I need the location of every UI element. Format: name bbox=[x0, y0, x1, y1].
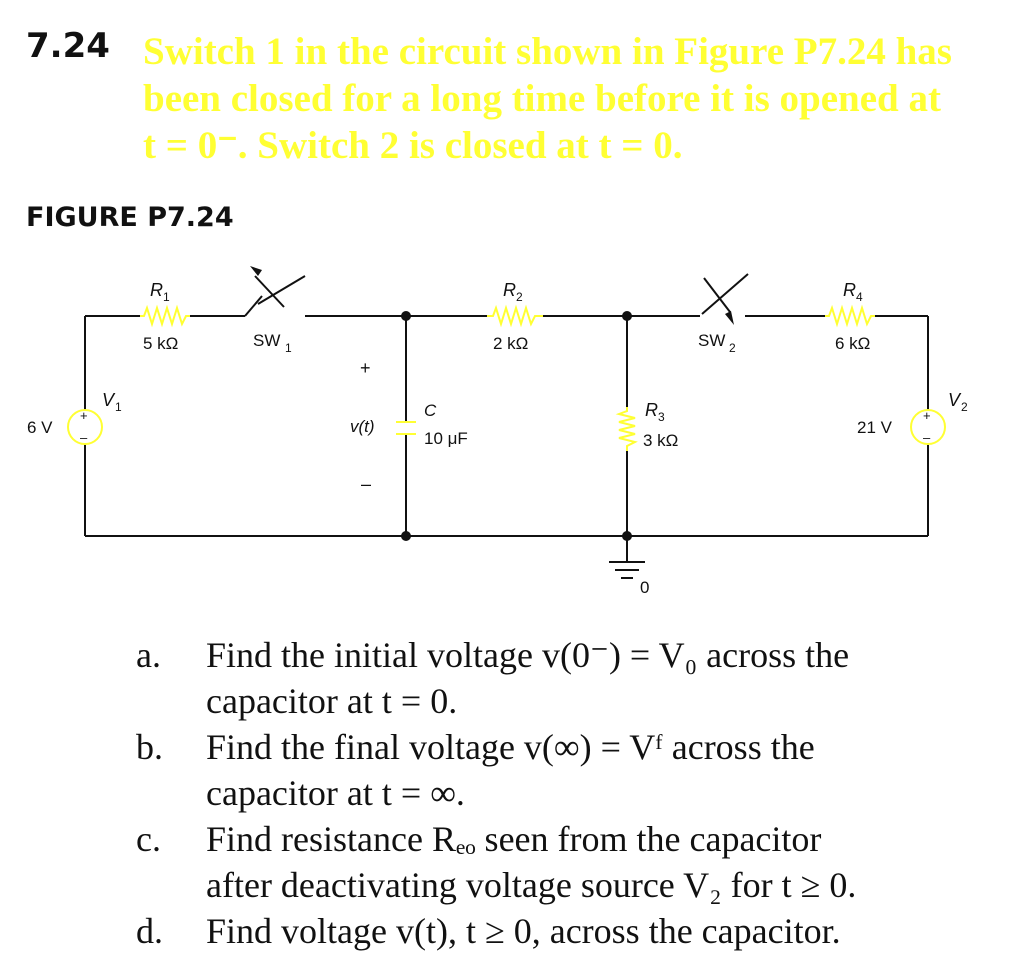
question-c bbox=[136, 816, 1016, 908]
r4-value: 6 kΩ bbox=[835, 334, 871, 353]
v2-value: 21 V bbox=[857, 418, 892, 437]
junction-dot bbox=[401, 311, 411, 321]
problem-line-3: t = 0⁻. Switch 2 is closed at t = 0. bbox=[143, 124, 683, 167]
sw2-sub: 2 bbox=[729, 341, 736, 355]
r3-value: 3 kΩ bbox=[643, 431, 679, 450]
r3-sub: 3 bbox=[658, 410, 665, 424]
r3-name: R bbox=[645, 400, 658, 420]
ground-icon bbox=[609, 562, 645, 578]
switch-1-arrow-icon bbox=[250, 266, 262, 276]
cap-value: 10 μF bbox=[424, 429, 468, 448]
question-letter: b. bbox=[136, 727, 163, 767]
question-d bbox=[136, 908, 1016, 954]
vt-plus: + bbox=[360, 358, 371, 378]
question-text: capacitor at t = ∞. bbox=[206, 773, 465, 813]
v2-minus: – bbox=[923, 430, 931, 445]
sw2-name: SW bbox=[698, 331, 726, 350]
question-b bbox=[136, 724, 1016, 816]
v1-name: V bbox=[102, 390, 115, 410]
question-letter: a. bbox=[136, 635, 161, 675]
v2-plus: + bbox=[923, 408, 931, 423]
r1-name: R bbox=[150, 280, 163, 300]
resistor-r4-icon bbox=[825, 308, 875, 324]
vt-minus: – bbox=[361, 474, 372, 494]
r4-sub: 4 bbox=[856, 290, 863, 304]
r4-name: R bbox=[843, 280, 856, 300]
problem-number: 7.24 bbox=[26, 26, 110, 66]
v2-sub: 2 bbox=[961, 400, 968, 414]
junction-dot bbox=[401, 531, 411, 541]
switch-1-icon bbox=[240, 276, 305, 316]
ground-label: 0 bbox=[640, 578, 650, 597]
resistor-r3-icon bbox=[619, 407, 635, 451]
problem-line-2: been closed for a long time before it is opened at bbox=[143, 77, 941, 120]
question-a bbox=[136, 632, 1016, 724]
r2-value: 2 kΩ bbox=[493, 334, 529, 353]
resistor-r2-icon bbox=[487, 308, 543, 324]
question-letter: d. bbox=[136, 911, 163, 951]
v1-sub: 1 bbox=[115, 400, 122, 414]
cap-name: C bbox=[424, 401, 437, 420]
v1-plus: + bbox=[80, 408, 88, 423]
capacitor-icon bbox=[396, 422, 416, 434]
question-text: capacitor at t = 0. bbox=[206, 681, 458, 721]
r2-name: R bbox=[503, 280, 516, 300]
r2-sub: 2 bbox=[516, 290, 523, 304]
question-text: Find resistance Rₑₒ seen from the capacitor bbox=[206, 819, 822, 859]
question-text: Find the initial voltage v(0⁻) = V₀ across the bbox=[206, 635, 850, 675]
question-letter: c. bbox=[136, 819, 161, 859]
sw1-sub: 1 bbox=[285, 341, 292, 355]
v1-value: 6 V bbox=[27, 418, 53, 437]
r1-sub: 1 bbox=[163, 290, 170, 304]
question-text: Find the final voltage v(∞) = Vᶠ across the bbox=[206, 727, 815, 767]
question-text: Find voltage v(t), t ≥ 0, across the capacitor. bbox=[206, 911, 841, 951]
v1-minus: – bbox=[80, 430, 88, 445]
resistor-r1-icon bbox=[140, 308, 190, 324]
junction-dot bbox=[622, 311, 632, 321]
r1-value: 5 kΩ bbox=[143, 334, 179, 353]
switch-2-arrow-icon bbox=[725, 311, 734, 325]
vt-label: v(t) bbox=[350, 417, 375, 436]
junction-dot bbox=[622, 531, 632, 541]
question-list bbox=[136, 632, 1016, 954]
v2-name: V bbox=[948, 390, 961, 410]
sw1-name: SW bbox=[253, 331, 281, 350]
figure-label: FIGURE P7.24 bbox=[26, 202, 234, 233]
switch-2-icon bbox=[685, 274, 748, 316]
question-text: after deactivating voltage source V₂ for t ≥ 0. bbox=[206, 865, 857, 905]
problem-line-1: Switch 1 in the circuit shown in Figure P7.24 has bbox=[143, 30, 952, 73]
